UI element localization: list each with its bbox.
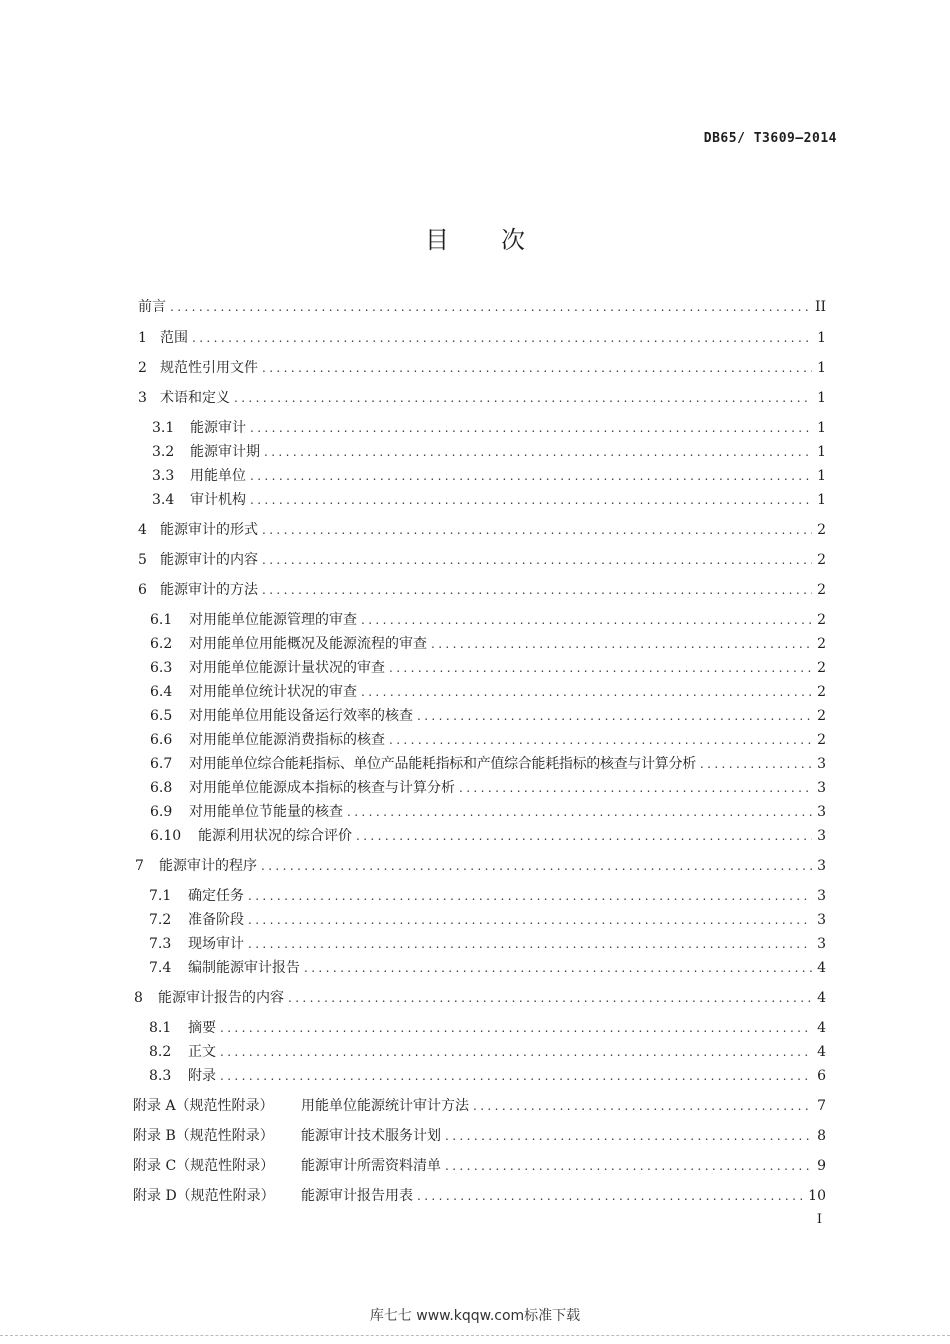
toc-number: 3.4 [152, 492, 175, 508]
toc-entry[interactable] [149, 1017, 826, 1039]
toc-leader [248, 933, 812, 955]
toc-label: 正文 [188, 1044, 216, 1060]
toc-leader [262, 549, 812, 571]
toc-leader [234, 387, 812, 409]
toc-label: 对用能单位能源计量状况的审查 [189, 660, 385, 676]
toc-page: 2 [817, 612, 826, 628]
toc-page: 2 [817, 522, 826, 538]
toc-label: 确定任务 [188, 888, 244, 904]
toc-label: 能源审计的内容 [160, 552, 258, 568]
toc-label: 准备阶段 [188, 912, 244, 928]
toc-entry[interactable] [138, 387, 826, 409]
toc-leader [262, 579, 812, 601]
toc-label: 对用能单位用能设备运行效率的核查 [189, 708, 413, 724]
toc-label: 对用能单位综合能耗指标、单位产品能耗指标和产值综合能耗指标的核查与计算分析 [189, 756, 696, 772]
toc-page: 3 [817, 780, 826, 796]
toc-label: 用能单位 [190, 468, 246, 484]
toc-number: 5 [138, 552, 147, 568]
toc-entry[interactable] [149, 909, 826, 931]
toc-leader [700, 753, 812, 775]
toc-page: 1 [817, 330, 826, 346]
toc-label: 能源利用状况的综合评价 [198, 828, 352, 844]
toc-entry[interactable] [150, 825, 826, 847]
toc-page: 2 [817, 732, 826, 748]
toc-label: 对用能单位能源成本指标的核查与计算分析 [189, 780, 455, 796]
toc-number: 8 [134, 990, 143, 1006]
toc-number: 6.8 [150, 780, 173, 796]
toc-entry[interactable] [149, 957, 826, 979]
toc-number: 6.6 [150, 732, 173, 748]
toc-page: 6 [817, 1068, 826, 1084]
toc-label: 对用能单位统计状况的审查 [189, 684, 357, 700]
toc-entry[interactable] [138, 579, 826, 601]
toc-leader [220, 1017, 812, 1039]
toc-leader [347, 801, 812, 823]
toc-entry[interactable] [150, 729, 826, 751]
toc-leader [262, 357, 812, 379]
toc-entry[interactable] [150, 681, 826, 703]
toc-number: 3.1 [152, 420, 175, 436]
toc-leader [250, 465, 812, 487]
toc-number: 6 [138, 582, 147, 598]
toc-page: 2 [817, 684, 826, 700]
toc-leader [262, 519, 812, 541]
toc-page: 1 [817, 420, 826, 436]
toc-number: 1 [138, 330, 147, 346]
toc-leader [445, 1125, 812, 1147]
toc-page: 1 [817, 444, 826, 460]
toc-leader [459, 777, 812, 799]
toc-page: 7 [817, 1098, 826, 1114]
toc-leader [389, 657, 812, 679]
toc-label: 能源审计的程序 [159, 858, 257, 874]
toc-entry[interactable] [133, 1095, 826, 1117]
toc-page: 4 [817, 1044, 826, 1060]
toc-number: 4 [138, 522, 147, 538]
footer-watermark: 库七七 www.kqqw.com标准下载 [369, 1308, 581, 1324]
toc-entry[interactable] [138, 519, 826, 541]
toc-entry[interactable] [138, 296, 826, 318]
toc-page: 8 [817, 1128, 826, 1144]
toc-number: 附录 B（规范性附录） [133, 1128, 274, 1144]
toc-leader [288, 987, 812, 1009]
toc-number: 7.4 [149, 960, 172, 976]
toc-label: 能源审计报告的内容 [158, 990, 284, 1006]
toc-number: 6.5 [150, 708, 173, 724]
toc-label: 对用能单位能源管理的审查 [189, 612, 357, 628]
toc-page: 1 [817, 468, 826, 484]
toc-page: 3 [817, 912, 826, 928]
toc-page: 3 [817, 828, 826, 844]
toc-entry[interactable] [134, 987, 826, 1009]
toc-label: 术语和定义 [160, 390, 230, 406]
toc-page: 3 [817, 858, 826, 874]
toc-page: 2 [817, 708, 826, 724]
toc-entry[interactable] [150, 609, 826, 631]
toc-label: 用能单位能源统计审计方法 [301, 1098, 469, 1114]
toc-entry[interactable] [150, 633, 826, 655]
toc-leader [250, 417, 812, 439]
toc-label: 规范性引用文件 [160, 360, 258, 376]
toc-label: 对用能单位用能概况及能源流程的审查 [189, 636, 427, 652]
toc-entry[interactable] [133, 1185, 826, 1207]
toc-page: 4 [817, 1020, 826, 1036]
toc-leader [361, 681, 812, 703]
toc-label: 摘要 [188, 1020, 216, 1036]
toc-leader [170, 296, 811, 318]
scan-edge-line [0, 1335, 950, 1337]
toc-leader [192, 327, 812, 349]
toc-page: 4 [817, 990, 826, 1006]
toc-entry[interactable] [152, 465, 826, 487]
toc-page: 2 [817, 660, 826, 676]
toc-entry[interactable] [150, 801, 826, 823]
toc-leader [220, 1041, 812, 1063]
toc-label: 审计机构 [190, 492, 246, 508]
toc-leader [220, 1065, 812, 1087]
toc-number: 7.2 [149, 912, 172, 928]
toc-entry[interactable] [152, 417, 826, 439]
toc-leader [445, 1155, 812, 1177]
toc-page: 4 [817, 960, 826, 976]
toc-label: 现场审计 [188, 936, 244, 952]
toc-number: 6.4 [150, 684, 173, 700]
toc-label: 能源审计技术服务计划 [301, 1128, 441, 1144]
page-number: I [816, 1212, 822, 1227]
toc-number: 6.3 [150, 660, 173, 676]
toc-label: 对用能单位能源消费指标的核查 [189, 732, 385, 748]
toc-page: 9 [817, 1158, 826, 1174]
toc-number: 8.2 [149, 1044, 172, 1060]
toc-page: 3 [817, 756, 826, 772]
toc-number: 3 [138, 390, 147, 406]
toc-leader [248, 909, 812, 931]
toc-leader [356, 825, 812, 847]
toc-page: 2 [817, 636, 826, 652]
toc-entry[interactable] [149, 885, 826, 907]
toc-leader [361, 609, 812, 631]
toc-label: 编制能源审计报告 [188, 960, 300, 976]
toc-number: 附录 D（规范性附录） [133, 1188, 275, 1204]
toc-entry[interactable] [138, 549, 826, 571]
toc-entry[interactable] [150, 777, 826, 799]
toc-number: 7.1 [149, 888, 172, 904]
toc-page: 3 [817, 888, 826, 904]
toc-number: 附录 A（规范性附录） [133, 1098, 274, 1114]
toc-number: 7.3 [149, 936, 172, 952]
toc-entry[interactable] [150, 657, 826, 679]
toc-leader [261, 855, 812, 877]
toc-entry[interactable] [133, 1155, 826, 1177]
toc-page: 10 [808, 1188, 826, 1204]
toc-page: 1 [817, 360, 826, 376]
toc-page: II [814, 299, 826, 315]
page-title: 目次 [425, 226, 577, 254]
toc-label: 能源审计的方法 [160, 582, 258, 598]
toc-entry[interactable] [152, 489, 826, 511]
toc-page: 1 [817, 390, 826, 406]
toc-number: 8.1 [149, 1020, 172, 1036]
toc-leader [304, 957, 812, 979]
toc-number: 2 [138, 360, 147, 376]
toc-entry[interactable] [133, 1125, 826, 1147]
toc-number: 6.7 [150, 756, 173, 772]
toc-number: 3.2 [152, 444, 175, 460]
toc-entry[interactable] [152, 441, 826, 463]
toc-label: 对用能单位节能量的核查 [189, 804, 343, 820]
toc-number: 6.9 [150, 804, 173, 820]
toc-label: 前言 [138, 299, 166, 315]
toc-leader [250, 489, 812, 511]
toc-number: 8.3 [149, 1068, 172, 1084]
toc-entry[interactable] [138, 357, 826, 379]
toc-label: 能源审计报告用表 [301, 1188, 413, 1204]
toc-number: 6.2 [150, 636, 173, 652]
toc-entry[interactable] [138, 327, 826, 349]
toc-number: 6.10 [150, 828, 182, 844]
toc-leader [264, 441, 812, 463]
toc-leader [417, 705, 812, 727]
toc-entry[interactable] [150, 753, 826, 775]
toc-leader [431, 633, 812, 655]
toc-page: 3 [817, 804, 826, 820]
toc-leader [417, 1185, 804, 1207]
toc-label: 能源审计的形式 [160, 522, 258, 538]
document-code: DB65/ T3609—2014 [703, 131, 837, 146]
toc-entry[interactable] [150, 705, 826, 727]
toc-entry[interactable] [149, 1041, 826, 1063]
toc-leader [473, 1095, 812, 1117]
toc-label: 能源审计期 [190, 444, 260, 460]
toc-entry[interactable] [149, 1065, 826, 1087]
toc-leader [248, 885, 812, 907]
toc-number: 3.3 [152, 468, 175, 484]
toc-number: 6.1 [150, 612, 173, 628]
toc-page: 1 [817, 492, 826, 508]
toc-page: 3 [817, 936, 826, 952]
toc-page: 2 [817, 582, 826, 598]
toc-label: 附录 [188, 1068, 216, 1084]
toc-page: 2 [817, 552, 826, 568]
toc-leader [389, 729, 812, 751]
toc-label: 能源审计 [190, 420, 246, 436]
toc-number: 7 [135, 858, 144, 874]
toc-number: 附录 C（规范性附录） [133, 1158, 275, 1174]
toc-entry[interactable] [135, 855, 826, 877]
toc-entry[interactable] [149, 933, 826, 955]
toc-label: 范围 [160, 330, 188, 346]
toc-label: 能源审计所需资料清单 [301, 1158, 441, 1174]
